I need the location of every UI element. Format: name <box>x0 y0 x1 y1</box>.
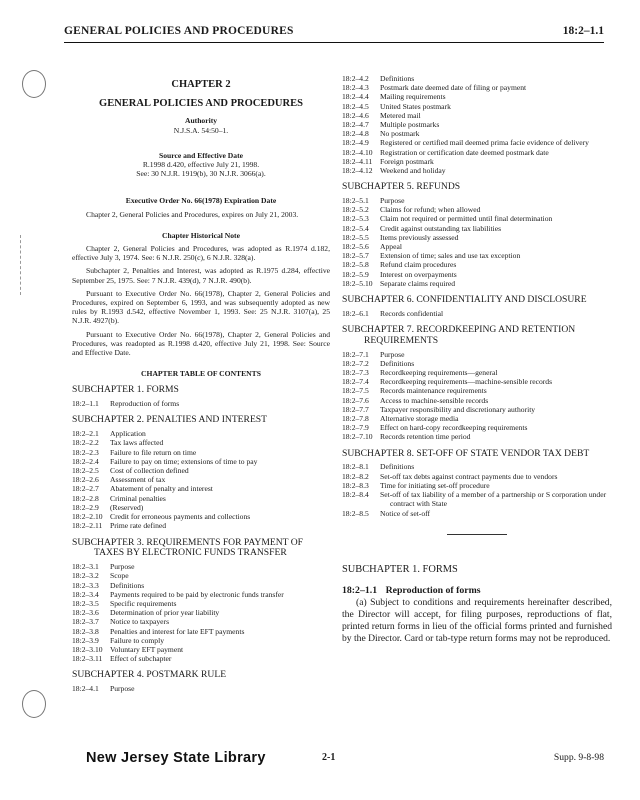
toc-entry-number: 18:2–1.1 <box>72 399 99 409</box>
toc-entry <box>72 581 330 590</box>
toc-entry <box>72 466 330 475</box>
history-paragraph-4: Pursuant to Executive Order No. 66(1978), Chapter 2, General Policies and Procedures, was readopted as R.1998 d.420, effective July 21, 1998. See: Source and Effective Date. <box>72 329 330 358</box>
toc-entry <box>342 509 612 518</box>
toc-entry-title: Interest on overpayments <box>380 269 457 279</box>
subchapter-4-heading: SUBCHAPTER 4. POSTMARK RULE <box>72 669 227 681</box>
toc-entry-number: 18:2–4.12 <box>342 166 373 176</box>
toc-entry-title: Time for initiating set-off procedure <box>380 480 490 490</box>
toc-entry-title: Separate claims required <box>380 278 456 288</box>
toc-entry <box>342 242 612 251</box>
section-heading <box>342 586 612 595</box>
toc-entry-number: 18:2–7.10 <box>342 432 373 442</box>
toc-entry-number: 18:2–3.2 <box>72 571 99 581</box>
toc-entry <box>342 279 612 288</box>
history-label: Chapter Historical Note <box>162 230 240 240</box>
toc-label: CHAPTER TABLE OF CONTENTS <box>141 369 261 379</box>
toc-entry-title: Alternative storage media <box>380 414 459 424</box>
toc-entry-number: 18:2–4.10 <box>342 147 373 157</box>
toc-entry-number: 18:2–8.1 <box>342 462 369 472</box>
toc-entry <box>342 405 612 414</box>
left-column <box>72 74 330 693</box>
toc-entry <box>342 260 612 269</box>
toc-entry <box>72 438 330 447</box>
toc-entry-title: Taxpayer responsibility and discretionary authority <box>380 404 536 414</box>
toc-entry-title: Postmark date deemed date of filing or payment <box>380 83 527 93</box>
toc-entry-number: 18:2–4.2 <box>342 74 369 83</box>
right-column <box>342 74 612 645</box>
toc-entry-title: Recordkeeping requirements—machine-sensible records <box>380 377 553 387</box>
subchapter-3-heading: SUBCHAPTER 3. REQUIREMENTS FOR PAYMENT OF TAXES BY ELECTRONIC FUNDS TRANSFER <box>72 536 304 559</box>
toc-entry <box>342 396 612 405</box>
toc-entry-title: Credit against outstanding tax liabilities <box>380 223 502 233</box>
toc-entry-number: 18:2–8.4 <box>342 490 369 500</box>
source-line-1: R.1998 d.420, effective July 21, 1998. <box>142 160 260 170</box>
toc-entry-number: 18:2–8.3 <box>342 480 369 490</box>
toc-entry-title: Definitions <box>380 462 415 472</box>
page-number: 2-1 <box>322 752 336 763</box>
toc-entry-number: 18:2–2.1 <box>72 429 99 439</box>
toc-entry-title: Definitions <box>380 358 415 368</box>
eo-label: Executive Order No. 66(1978) Expiration Date <box>125 196 277 206</box>
toc-entry <box>342 462 612 471</box>
library-stamp: New Jersey State Library <box>86 750 266 766</box>
toc-entry <box>342 129 612 138</box>
subchapter-5-list <box>342 196 612 288</box>
toc-entry-title: Set-off of tax liability of a member of a partnership or S corporation under contract with State <box>380 490 607 509</box>
toc-entry-number: 18:2–5.3 <box>342 214 369 224</box>
toc-entry-title: Application <box>110 429 146 439</box>
subchapter-2-heading: SUBCHAPTER 2. PENALTIES AND INTEREST <box>72 414 267 426</box>
toc-entry-number: 18:2–2.7 <box>72 484 99 494</box>
toc-entry-title: Assessment of tax <box>110 475 166 485</box>
history-paragraph-1: Chapter 2, General Policies and Procedures, was adopted as R.1974 d.182, effective July 3, 1974. See: 6 N.J.R. 250(c), 6 N.J.R. 328(a). <box>72 244 330 263</box>
toc-entry <box>342 111 612 120</box>
body-subchapter-heading: SUBCHAPTER 1. FORMS <box>342 563 458 575</box>
toc-entry <box>342 350 612 359</box>
toc-entry-number: 18:2–3.10 <box>72 644 103 654</box>
toc-entry <box>72 636 330 645</box>
chapter-title: GENERAL POLICIES AND PROCEDURES <box>99 98 303 110</box>
toc-entry-title: Records maintenance requirements <box>380 386 487 396</box>
toc-entry-title: Weekend and holiday <box>380 166 446 176</box>
toc-entry-title: Failure to pay on time; extensions of time to pay <box>110 456 258 466</box>
toc-entry-number: 18:2–7.8 <box>342 414 369 424</box>
toc-entry-number: 18:2–4.1 <box>72 684 99 694</box>
toc-entry <box>342 148 612 157</box>
chapter-number: CHAPTER 2 <box>171 79 231 90</box>
page-footer <box>64 750 604 770</box>
punch-hole-bottom <box>22 690 46 718</box>
toc-entry-title: Multiple postmarks <box>380 120 440 130</box>
toc-entry-number: 18:2–8.5 <box>342 508 369 518</box>
toc-entry-title: Tax laws affected <box>110 438 164 448</box>
toc-entry-number: 18:2–5.6 <box>342 242 369 252</box>
toc-entry-title: Credit for erroneous payments and collections <box>110 512 251 522</box>
subchapter-6-heading: SUBCHAPTER 6. CONFIDENTIALITY AND DISCLOSURE <box>342 294 587 306</box>
toc-entry-number: 18:2–2.8 <box>72 493 99 503</box>
toc-entry <box>342 414 612 423</box>
toc-entry <box>72 684 330 693</box>
toc-entry-number: 18:2–7.2 <box>342 358 369 368</box>
toc-entry <box>72 645 330 654</box>
subchapter-5-heading: SUBCHAPTER 5. REFUNDS <box>342 181 461 193</box>
toc-entry <box>72 571 330 580</box>
subchapter-4-list <box>72 684 330 693</box>
subchapter-1-heading: SUBCHAPTER 1. FORMS <box>72 384 179 396</box>
toc-entry <box>342 196 612 205</box>
toc-entry <box>342 481 612 490</box>
toc-entry-number: 18:2–3.5 <box>72 598 99 608</box>
toc-entry-number: 18:2–7.3 <box>342 368 369 378</box>
toc-entry-number: 18:2–5.8 <box>342 260 369 270</box>
toc-entry-number: 18:2–2.6 <box>72 475 99 485</box>
margin-mark <box>20 235 21 295</box>
toc-entry-title: Notice to taxpayers <box>110 617 170 627</box>
toc-entry-title: Mailing requirements <box>380 92 446 102</box>
toc-entry-title: Access to machine-sensible records <box>380 395 489 405</box>
toc-entry-number: 18:2–7.7 <box>342 404 369 414</box>
toc-entry <box>72 562 330 571</box>
authority-text: N.J.S.A. 54:50–1. <box>173 125 229 135</box>
toc-entry-title: Specific requirements <box>110 598 177 608</box>
toc-entry-number: 18:2–5.7 <box>342 251 369 261</box>
toc-entry-title: Notice of set-off <box>380 508 431 518</box>
toc-entry <box>72 512 330 521</box>
subchapter-1-list <box>72 399 330 408</box>
toc-entry-title: Records retention time period <box>380 432 471 442</box>
toc-entry <box>342 157 612 166</box>
toc-entry-number: 18:2–3.9 <box>72 635 99 645</box>
toc-entry-number: 18:2–6.1 <box>342 308 369 318</box>
toc-entry-number: 18:2–2.9 <box>72 502 99 512</box>
toc-entry <box>342 83 612 92</box>
toc-entry-number: 18:2–5.10 <box>342 278 373 288</box>
toc-entry-title: Determination of prior year liability <box>110 608 220 618</box>
toc-entry-number: 18:2–4.7 <box>342 120 369 130</box>
toc-entry <box>72 457 330 466</box>
toc-entry <box>72 617 330 626</box>
subchapter-6-list <box>342 309 612 318</box>
toc-entry <box>72 599 330 608</box>
toc-entry-title: Records confidential <box>380 308 444 318</box>
toc-entry-title: Voluntary EFT payment <box>110 644 184 654</box>
toc-entry-number: 18:2–4.8 <box>342 129 369 139</box>
toc-entry-number: 18:2–2.10 <box>72 512 103 522</box>
section-number: 18:2–1.1 <box>342 584 378 596</box>
toc-entry-number: 18:2–3.7 <box>72 617 99 627</box>
toc-entry-number: 18:2–7.4 <box>342 377 369 387</box>
toc-entry <box>72 608 330 617</box>
toc-entry-title: Purpose <box>380 196 405 206</box>
toc-entry-title: No postmark <box>380 129 420 139</box>
toc-entry-title: (Reserved) <box>110 502 144 512</box>
toc-entry <box>72 399 330 408</box>
toc-entry-title: Foreign postmark <box>380 156 434 166</box>
toc-entry <box>72 503 330 512</box>
section-divider <box>447 534 507 535</box>
toc-entry <box>72 654 330 663</box>
toc-entry-title: Scope <box>110 571 129 581</box>
toc-entry-title: United States postmark <box>380 101 451 111</box>
toc-entry <box>72 494 330 503</box>
toc-entry-number: 18:2–7.9 <box>342 423 369 433</box>
toc-entry-number: 18:2–3.6 <box>72 608 99 618</box>
toc-entry <box>342 309 612 318</box>
toc-entry-number: 18:2–3.4 <box>72 589 99 599</box>
toc-entry-title: Appeal <box>380 242 402 252</box>
toc-entry <box>342 490 612 508</box>
toc-entry-number: 18:2–2.11 <box>72 521 103 531</box>
toc-entry <box>342 102 612 111</box>
subchapter-4-list-cont <box>342 74 612 175</box>
source-line-2: See: 30 N.J.R. 1919(b), 30 N.J.R. 3066(a). <box>136 169 266 179</box>
toc-entry-number: 18:2–4.4 <box>342 92 369 102</box>
toc-entry-title: Abatement of penalty and interest <box>110 484 213 494</box>
history-paragraph-3: Pursuant to Executive Order No. 66(1978), Chapter 2, General Policies and Procedures, expired on September 6, 1993, and was subsequently adopted as new rules by R.1993 d.542, effective November 1, 1993. See: 25 N.J.R. 3107(a), 25 N.J.R. 4927(b). <box>72 288 330 326</box>
toc-entry-title: Items previously assessed <box>380 232 459 242</box>
toc-entry-number: 18:2–5.5 <box>342 232 369 242</box>
toc-entry-title: Set-off tax debts against contract payments due to vendors <box>380 471 558 481</box>
toc-entry-number: 18:2–4.11 <box>342 156 373 166</box>
supplement-date: Supp. 9-8-98 <box>553 752 604 763</box>
toc-entry-title: Prime rate defined <box>110 521 167 531</box>
header-section: 18:2–1.1 <box>562 25 604 37</box>
subchapter-3-list <box>72 562 330 663</box>
toc-entry-title: Effect on hard-copy recordkeeping requirements <box>380 423 528 433</box>
toc-entry-number: 18:2–2.4 <box>72 456 99 466</box>
toc-entry-number: 18:2–5.4 <box>342 223 369 233</box>
toc-entry-number: 18:2–7.5 <box>342 386 369 396</box>
toc-entry <box>72 448 330 457</box>
section-body: (a) Subject to conditions and requirements hereinafter described, the Director will accept, for filing purposes, reproductions of flat, printed return forms in lieu of the official forms printed and furnished by the Director. Card or tab-type return forms may not be reproduced. <box>342 596 612 644</box>
toc-entry-number: 18:2–7.6 <box>342 395 369 405</box>
toc-entry <box>342 472 612 481</box>
toc-entry-title: Criminal penalties <box>110 493 166 503</box>
toc-entry <box>72 429 330 438</box>
toc-entry <box>342 138 612 147</box>
toc-entry <box>342 270 612 279</box>
toc-entry-title: Registered or certified mail deemed prima facie evidence of delivery <box>380 138 589 148</box>
source-label: Source and Effective Date <box>158 150 243 160</box>
toc-entry <box>72 521 330 530</box>
toc-entry-title: Registration or certification date deemed postmark date <box>380 147 549 157</box>
eo-text: Chapter 2, General Policies and Procedures, expires on July 21, 2003. <box>86 209 299 219</box>
toc-entry-title: Failure to file return on time <box>110 447 197 457</box>
toc-entry <box>342 251 612 260</box>
toc-entry <box>342 377 612 386</box>
toc-entry-title: Definitions <box>380 74 415 83</box>
toc-entry-title: Reproduction of forms <box>110 399 180 409</box>
toc-entry <box>342 423 612 432</box>
toc-entry <box>342 205 612 214</box>
toc-entry-title: Purpose <box>380 349 405 359</box>
toc-entry-number: 18:2–5.2 <box>342 205 369 215</box>
toc-entry-title: Claim not required or permitted until final determination <box>380 214 553 224</box>
toc-entry <box>72 484 330 493</box>
toc-entry <box>72 475 330 484</box>
toc-entry-number: 18:2–2.2 <box>72 438 99 448</box>
history-paragraph-2: Subchapter 2, Penalties and Interest, was adopted as R.1975 d.284, effective September 25, 1975. See: 7 N.J.R. 439(d), 7 N.J.R. 490(b). <box>72 266 330 285</box>
subchapter-8-list <box>342 462 612 517</box>
toc-entry <box>342 432 612 441</box>
toc-entry-number: 18:2–2.3 <box>72 447 99 457</box>
toc-entry <box>72 627 330 636</box>
toc-entry-title: Claims for refund; when allowed <box>380 205 481 215</box>
toc-entry-number: 18:2–8.2 <box>342 471 369 481</box>
toc-entry-title: Failure to comply <box>110 635 164 645</box>
running-header <box>64 22 604 43</box>
toc-entry-number: 18:2–4.5 <box>342 101 369 111</box>
section-title: Reproduction of forms <box>385 584 481 596</box>
subchapter-7-heading: SUBCHAPTER 7. RECORDKEEPING AND RETENTION REQUIREMENTS <box>342 324 576 346</box>
toc-entry-title: Recordkeeping requirements—general <box>380 368 498 378</box>
toc-entry-title: Purpose <box>110 562 135 572</box>
punch-hole-top <box>22 70 46 98</box>
toc-entry <box>72 590 330 599</box>
subchapter-8-heading: SUBCHAPTER 8. SET-OFF OF STATE VENDOR TAX DEBT <box>342 447 590 459</box>
toc-entry <box>342 92 612 101</box>
toc-entry-title: Payments required to be paid by electronic funds transfer <box>110 589 284 599</box>
authority-label: Authority <box>184 116 218 126</box>
toc-entry <box>342 359 612 368</box>
toc-entry-number: 18:2–3.1 <box>72 562 99 572</box>
toc-entry-number: 18:2–5.9 <box>342 269 369 279</box>
toc-entry <box>342 233 612 242</box>
toc-entry-title: Effect of subchapter <box>110 654 172 664</box>
toc-entry <box>342 166 612 175</box>
toc-entry <box>342 214 612 223</box>
toc-entry-number: 18:2–5.1 <box>342 196 369 206</box>
toc-entry-number: 18:2–4.3 <box>342 83 369 93</box>
subchapter-7-list <box>342 350 612 442</box>
toc-entry-title: Definitions <box>110 580 145 590</box>
toc-entry-title: Cost of collection defined <box>110 466 189 476</box>
toc-entry <box>342 386 612 395</box>
toc-entry-number: 18:2–3.3 <box>72 580 99 590</box>
toc-entry <box>342 120 612 129</box>
header-title: GENERAL POLICIES AND PROCEDURES <box>64 25 294 37</box>
toc-entry-number: 18:2–3.8 <box>72 626 99 636</box>
toc-entry <box>342 368 612 377</box>
toc-entry <box>342 224 612 233</box>
subchapter-2-list <box>72 429 330 530</box>
toc-entry-number: 18:2–4.9 <box>342 138 369 148</box>
toc-entry-number: 18:2–4.6 <box>342 110 369 120</box>
toc-entry-number: 18:2–7.1 <box>342 349 369 359</box>
toc-entry-title: Purpose <box>110 684 135 694</box>
toc-entry-title: Extension of time; sales and use tax exception <box>380 251 521 261</box>
toc-entry-number: 18:2–2.5 <box>72 466 99 476</box>
toc-entry-title: Penalties and interest for late EFT payments <box>110 626 245 636</box>
toc-entry-number: 18:2–3.11 <box>72 654 103 664</box>
toc-entry-title: Refund claim procedures <box>380 260 457 270</box>
toc-entry <box>342 74 612 83</box>
toc-entry-title: Metered mail <box>380 110 421 120</box>
